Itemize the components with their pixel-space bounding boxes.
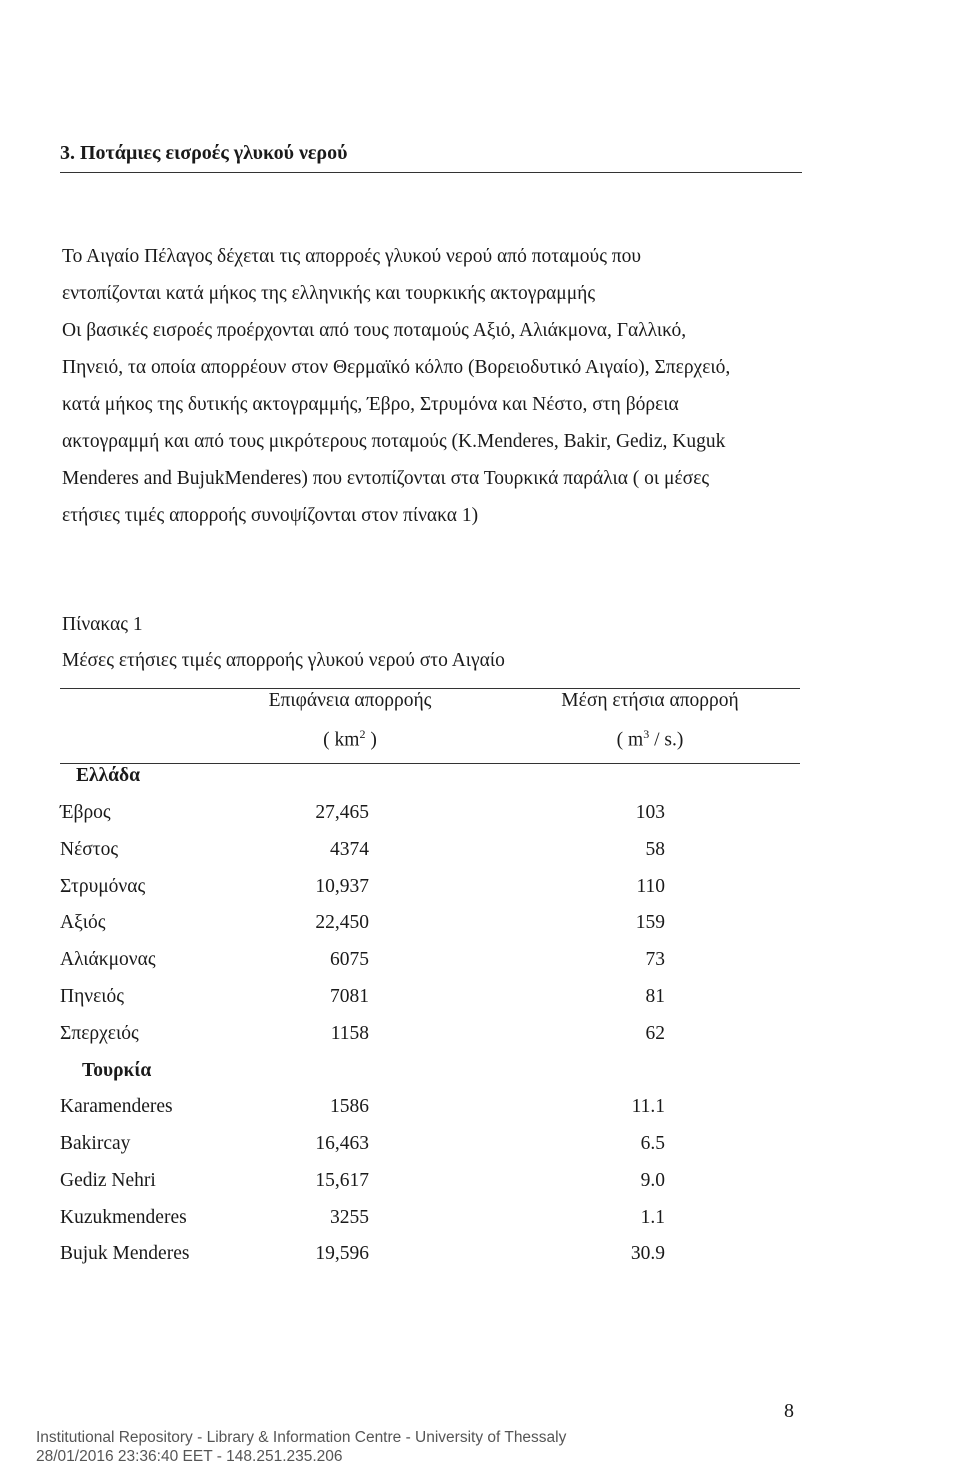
flow-value: 9.0 [640, 1170, 665, 1191]
river-name: Bakircay [60, 1133, 131, 1154]
flow-value: 159 [635, 912, 665, 933]
river-name: Karamenderes [60, 1096, 173, 1117]
table-row [60, 986, 800, 1023]
river-name: Αλιάκμονας [60, 949, 156, 970]
area-column-header: Επιφάνεια απορροής [268, 690, 432, 711]
table-row [60, 1023, 800, 1060]
section-title [60, 142, 802, 173]
paragraph-line: Πηνειό, τα οποία απορρέουν στον Θερμαϊκό κόλπο (Βορειοδυτικό Αιγαίο), Σπερχειό, [62, 357, 731, 378]
table-caption: Μέσες ετήσιες τιμές απορροής γλυκού νερού στο Αιγαίο [62, 650, 505, 671]
flow-value: 103 [635, 802, 665, 823]
paragraph-line: ετήσιες τιμές απορροής συνοψίζονται στον πίνακα 1) [62, 505, 479, 526]
table-row [60, 876, 800, 913]
river-name: Έβρος [60, 802, 111, 823]
table-row [60, 802, 800, 839]
area-value: 4374 [330, 839, 369, 860]
flow-value: 73 [645, 949, 665, 970]
area-value: 1586 [330, 1096, 369, 1117]
table-row [60, 1133, 800, 1170]
flow-unit: ( $m^3 / s$.) [616, 727, 684, 751]
river-name: Kuzukmenderes [60, 1207, 187, 1228]
river-name: Bujuk Menderes [60, 1243, 190, 1264]
section-title-text: 3. Ποτάμιες εισροές γλυκού νερού [60, 142, 348, 164]
paragraph-line: Menderes and BujukMenderes) που εντοπίζονται στα Τουρκικά παράλια ( οι μέσες [62, 468, 710, 489]
area-value: 22,450 [315, 912, 369, 933]
table-header-rule [60, 763, 800, 764]
river-name: Gediz Nehri [60, 1170, 156, 1191]
area-unit: ( $km^2$ ) [323, 727, 377, 751]
paragraph-line: κατά μήκος της δυτικής ακτογραμμής, Έβρο, Στρυμόνα και Νέστο, στη βόρεια [62, 394, 679, 415]
table-row [60, 1243, 800, 1280]
flow-value: 11.1 [631, 1096, 665, 1117]
area-value: 10,937 [315, 876, 369, 897]
river-name: Αξιός [60, 912, 106, 933]
intro-paragraph [62, 238, 802, 534]
area-value: 16,463 [315, 1133, 369, 1154]
flow-value: 58 [645, 839, 665, 860]
table-row [60, 1207, 800, 1244]
area-value: 15,617 [315, 1170, 369, 1191]
paragraph-line: ακτογραμμή και από τους μικρότερους ποταμούς (K.Menderes, Bakir, Gediz, Kuguk [62, 431, 726, 452]
group-heading-greece: Ελλάδα [76, 765, 141, 786]
area-value: 19,596 [315, 1243, 369, 1264]
flow-value: 6.5 [640, 1133, 665, 1154]
area-value: 27,465 [315, 802, 369, 823]
river-name: Πηνειός [60, 986, 125, 1007]
flow-value: 110 [636, 876, 665, 897]
river-name: Στρυμόνας [60, 876, 146, 897]
flow-value: 30.9 [630, 1243, 665, 1264]
flow-column-header: Μέση ετήσια απορροή [561, 690, 739, 711]
page-number: 8 [784, 1400, 794, 1422]
table-label: Πίνακας 1 [62, 614, 143, 635]
area-value: 7081 [330, 986, 369, 1007]
flow-value: 1.1 [640, 1207, 665, 1228]
paragraph-line: Οι βασικές εισροές προέρχονται από τους ποταμούς Αξιό, Αλιάκμονα, Γαλλικό, [62, 320, 687, 341]
repository-footer: Institutional Repository - Library & Information Centre - University of Thessaly [36, 1429, 567, 1446]
paragraph-line: εντοπίζονται κατά μήκος της ελληνικής και τουρκικής ακτογραμμής [62, 283, 596, 304]
area-value: 6075 [330, 949, 369, 970]
table-row [60, 1170, 800, 1207]
river-name: Σπερχειός [60, 1023, 139, 1044]
download-timestamp: 28/01/2016 23:36:40 EET - 148.251.235.206 [36, 1448, 343, 1465]
table-row [60, 839, 800, 876]
flow-value: 62 [645, 1023, 665, 1044]
flow-value: 81 [645, 986, 665, 1007]
area-value: 3255 [330, 1207, 369, 1228]
table-top-rule [60, 688, 800, 689]
area-value: 1158 [330, 1023, 369, 1044]
table-row [60, 912, 800, 949]
paragraph-line: Το Αιγαίο Πέλαγος δέχεται τις απορροές γλυκού νερού από ποταμούς που [62, 246, 642, 267]
table-row [60, 1096, 800, 1133]
river-name: Νέστος [60, 839, 119, 860]
table-row [60, 949, 800, 986]
group-heading-turkey: Τουρκία [82, 1060, 152, 1081]
